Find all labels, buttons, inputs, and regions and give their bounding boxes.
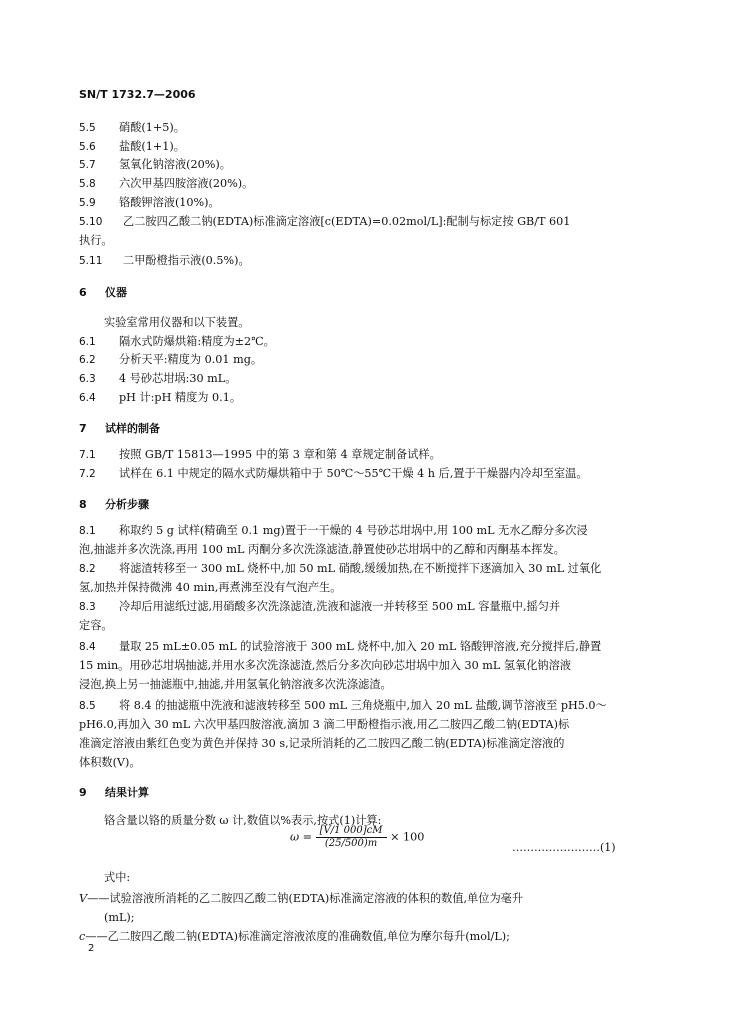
page-number: 2 [88,943,95,954]
instrument-item: 6.2 分析天平:精度为 0.01 mg。 [79,353,263,366]
procedure-8-3-cont: 定容。 [79,619,113,632]
reagent-item-5-10-cont: 执行。 [79,234,113,247]
section-heading-7: 7 试样的制备 [79,422,160,435]
instrument-item: 6.4 pH 计:pH 精度为 0.1。 [79,391,242,404]
reagent-item: 5.8 六次甲基四胺溶液(20%)。 [79,177,254,190]
procedure-8-4-cont: 15 min。用砂芯坩埚抽滤,并用水多次洗涤滤渣,然后分多次向砂芯坩埚中加入 30 mL 氢氧化钠溶液 [79,659,571,672]
calculation-intro: 铬含量以铬的质量分数 ω 计,数值以%表示,按式(1)计算: [104,814,382,827]
where-label: 式中: [104,871,131,884]
reagent-item: 5.5 硝酸(1+5)。 [79,121,185,134]
procedure-8-2: 8.2 将滤渣转移至一 300 mL 烧杯中,加 50 mL 硝酸,缓缓加热,在不断搅拌下逐滴加入 30 mL 过氧化 [79,562,602,575]
formula-fraction [316,826,387,849]
procedure-8-5-cont: 准滴定溶液由紫红色变为黄色并保持 30 s,记录所消耗的乙二胺四乙酸二钠(EDTA)标准滴定溶液的 [79,737,565,750]
procedure-8-4-cont: 浸泡,换上另一抽滤瓶中,抽滤,并用氢氧化钠溶液多次洗涤滤渣。 [79,678,392,691]
sample-prep-item: 7.1 按照 GB/T 15813—1995 中的第 3 章和第 4 章规定制备试样。 [79,448,441,461]
procedure-8-3: 8.3 冷却后用滤纸过滤,用硝酸多次洗涤滤渣,洗液和滤液一并转移至 500 mL 容量瓶中,摇匀并 [79,600,561,613]
instrument-item: 6.3 4 号砂芯坩埚:30 mL。 [79,372,237,385]
procedure-8-5: 8.5 将 8.4 的抽滤瓶中洗液和滤液转移至 500 mL 三角烧瓶中,加入 20 mL 盐酸,调节溶液至 pH5.0～ [79,699,607,712]
procedure-8-5-cont: pH6.0,再加入 30 mL 六次甲基四胺溶液,滴加 3 滴二甲酚橙指示液,用乙二胺四乙酸二钠(EDTA)标 [79,718,570,731]
standard-header: SN/T 1732.7—2006 [79,88,196,101]
reagent-item-5-11: 5.11 二甲酚橙指示液(0.5%)。 [79,254,250,267]
reagent-item: 5.9 铬酸钾溶液(10%)。 [79,196,220,209]
formula-lhs: ω = [290,830,313,844]
equation-number: ……………………(1) [512,841,616,854]
section-heading-8: 8 分析步骤 [79,498,149,511]
procedure-8-1: 8.1 称取约 5 g 试样(精确至 0.1 mg)置于一干燥的 4 号砂芯坩埚中,用 100 mL 无水乙醇分多次浸 [79,524,588,537]
formula-1 [290,826,424,849]
procedure-8-5-cont: 体积数(V)。 [79,756,141,769]
section-6-intro: 实验室常用仪器和以下装置。 [104,316,250,329]
reagent-item: 5.6 盐酸(1+1)。 [79,140,185,153]
formula-denominator: (25/500)m [324,838,378,849]
variable-definition-cont: (mL); [104,911,135,924]
formula-numerator: [V/1 000]cM [316,826,387,838]
procedure-8-1-cont: 泡,抽滤并多次洗涤,再用 100 mL 丙酮分多次洗涤滤渣,静置使砂芯坩埚中的乙醇和丙酮基本挥发。 [79,543,565,556]
reagent-item-5-10: 5.10 乙二胺四乙酸二钠(EDTA)标准滴定溶液[c(EDTA)=0.02mol/L]:配制与标定按 GB/T 601 [79,215,571,228]
instrument-item: 6.1 隔水式防爆烘箱:精度为±2℃。 [79,335,275,348]
section-heading-9: 9 结果计算 [79,786,149,799]
reagent-item: 5.7 氢氧化钠溶液(20%)。 [79,158,231,171]
variable-definition: V——试验溶液所消耗的乙二胺四乙酸二钠(EDTA)标准滴定溶液的体积的数值,单位为毫升 [79,892,524,905]
formula-tail: × 100 [390,830,425,844]
variable-definition: c——乙二胺四乙酸二钠(EDTA)标准滴定溶液浓度的准确数值,单位为摩尔每升(mol/L); [79,930,510,943]
procedure-8-4: 8.4 量取 25 mL±0.05 mL 的试验溶液于 300 mL 烧杯中,加入 20 mL 铬酸钾溶液,充分搅拌后,静置 [79,640,602,653]
section-heading-6: 6 仪器 [79,286,127,299]
procedure-8-2-cont: 氢,加热并保持微沸 40 min,再煮沸至没有气泡产生。 [79,581,342,594]
sample-prep-item: 7.2 试样在 6.1 中规定的隔水式防爆烘箱中于 50℃～55℃干燥 4 h 后,置于干燥器内冷却至室温。 [79,467,588,480]
